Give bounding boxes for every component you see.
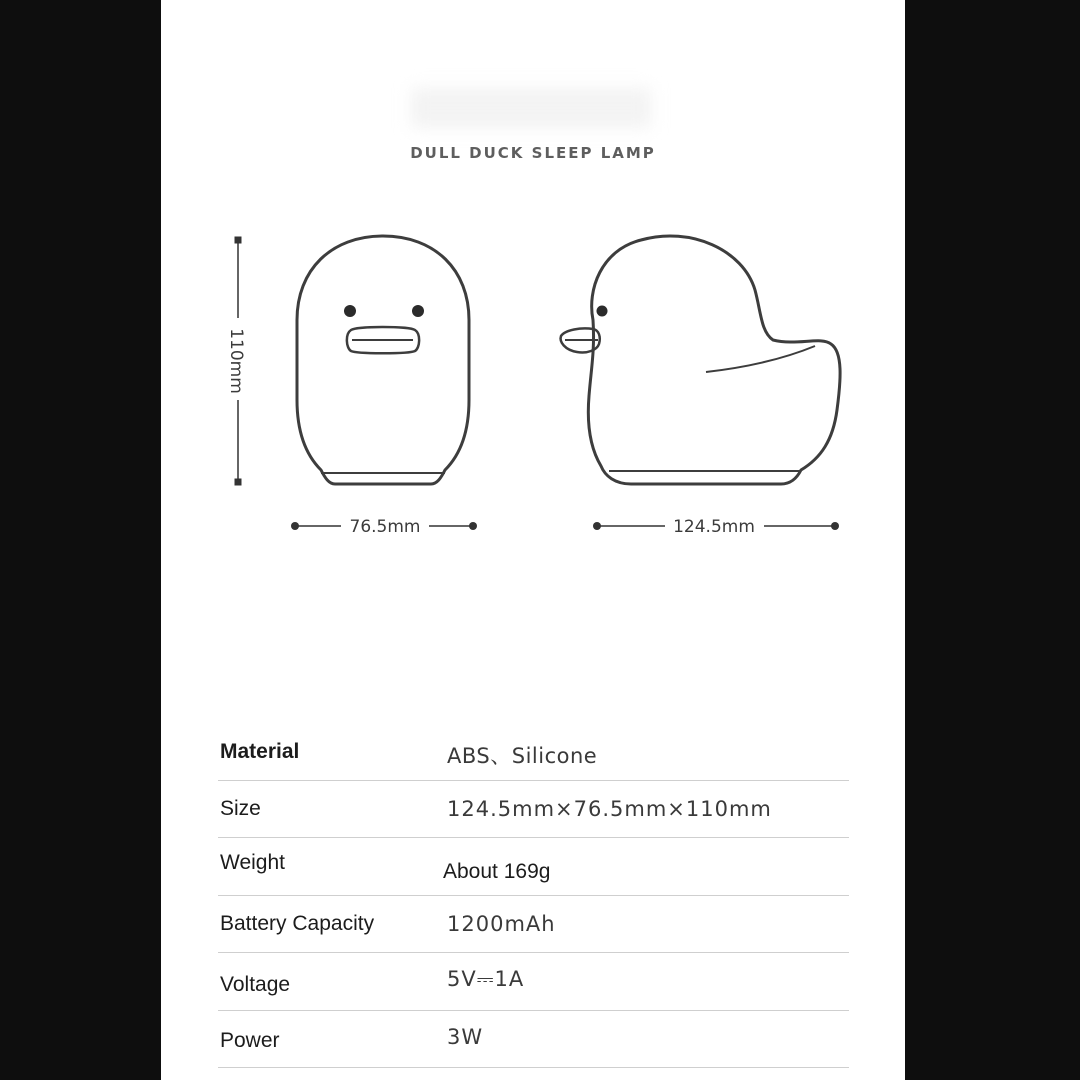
height-end-top-icon	[235, 237, 242, 244]
spec-row-power	[218, 1011, 849, 1068]
spec-label: Weight	[220, 851, 285, 874]
duck-front-eye-left-icon	[344, 305, 356, 317]
spec-value: About 169g	[443, 860, 551, 883]
height-dimension	[226, 237, 246, 486]
duck-front-eye-right-icon	[412, 305, 424, 317]
height-label: 110mm	[226, 328, 246, 394]
spec-label: Voltage	[220, 973, 291, 996]
spec-value: 1200mAh	[447, 912, 556, 936]
side-width-dimension	[593, 517, 839, 537]
front-width-label: 76.5mm	[349, 517, 421, 537]
spec-value: 3W	[447, 1025, 484, 1049]
spec-value: 5V⎓1A	[447, 967, 525, 991]
spec-row-weight	[218, 838, 849, 896]
spec-row-size	[218, 781, 849, 838]
spec-label: Material	[220, 740, 300, 763]
height-end-bottom-icon	[235, 479, 242, 486]
spec-label: Size	[220, 797, 261, 820]
dimension-drawing	[161, 0, 905, 600]
duck-front-icon	[297, 236, 469, 484]
product-title: DULL DUCK SLEEP LAMP	[410, 144, 656, 162]
product-page	[161, 0, 905, 1080]
spec-label: Battery Capacity	[220, 912, 375, 935]
spec-row-voltage	[218, 953, 849, 1011]
spec-table	[218, 724, 849, 1068]
side-width-label: 124.5mm	[673, 517, 755, 537]
spec-row-material	[218, 724, 849, 781]
spec-row-battery	[218, 896, 849, 953]
duck-side-icon	[561, 236, 840, 484]
front-width-dimension	[291, 517, 477, 537]
spec-value: ABS、Silicone	[447, 744, 598, 768]
spec-value: 124.5mm×76.5mm×110mm	[447, 797, 772, 821]
spec-label: Power	[220, 1029, 280, 1052]
duck-side-eye-icon	[597, 306, 608, 317]
